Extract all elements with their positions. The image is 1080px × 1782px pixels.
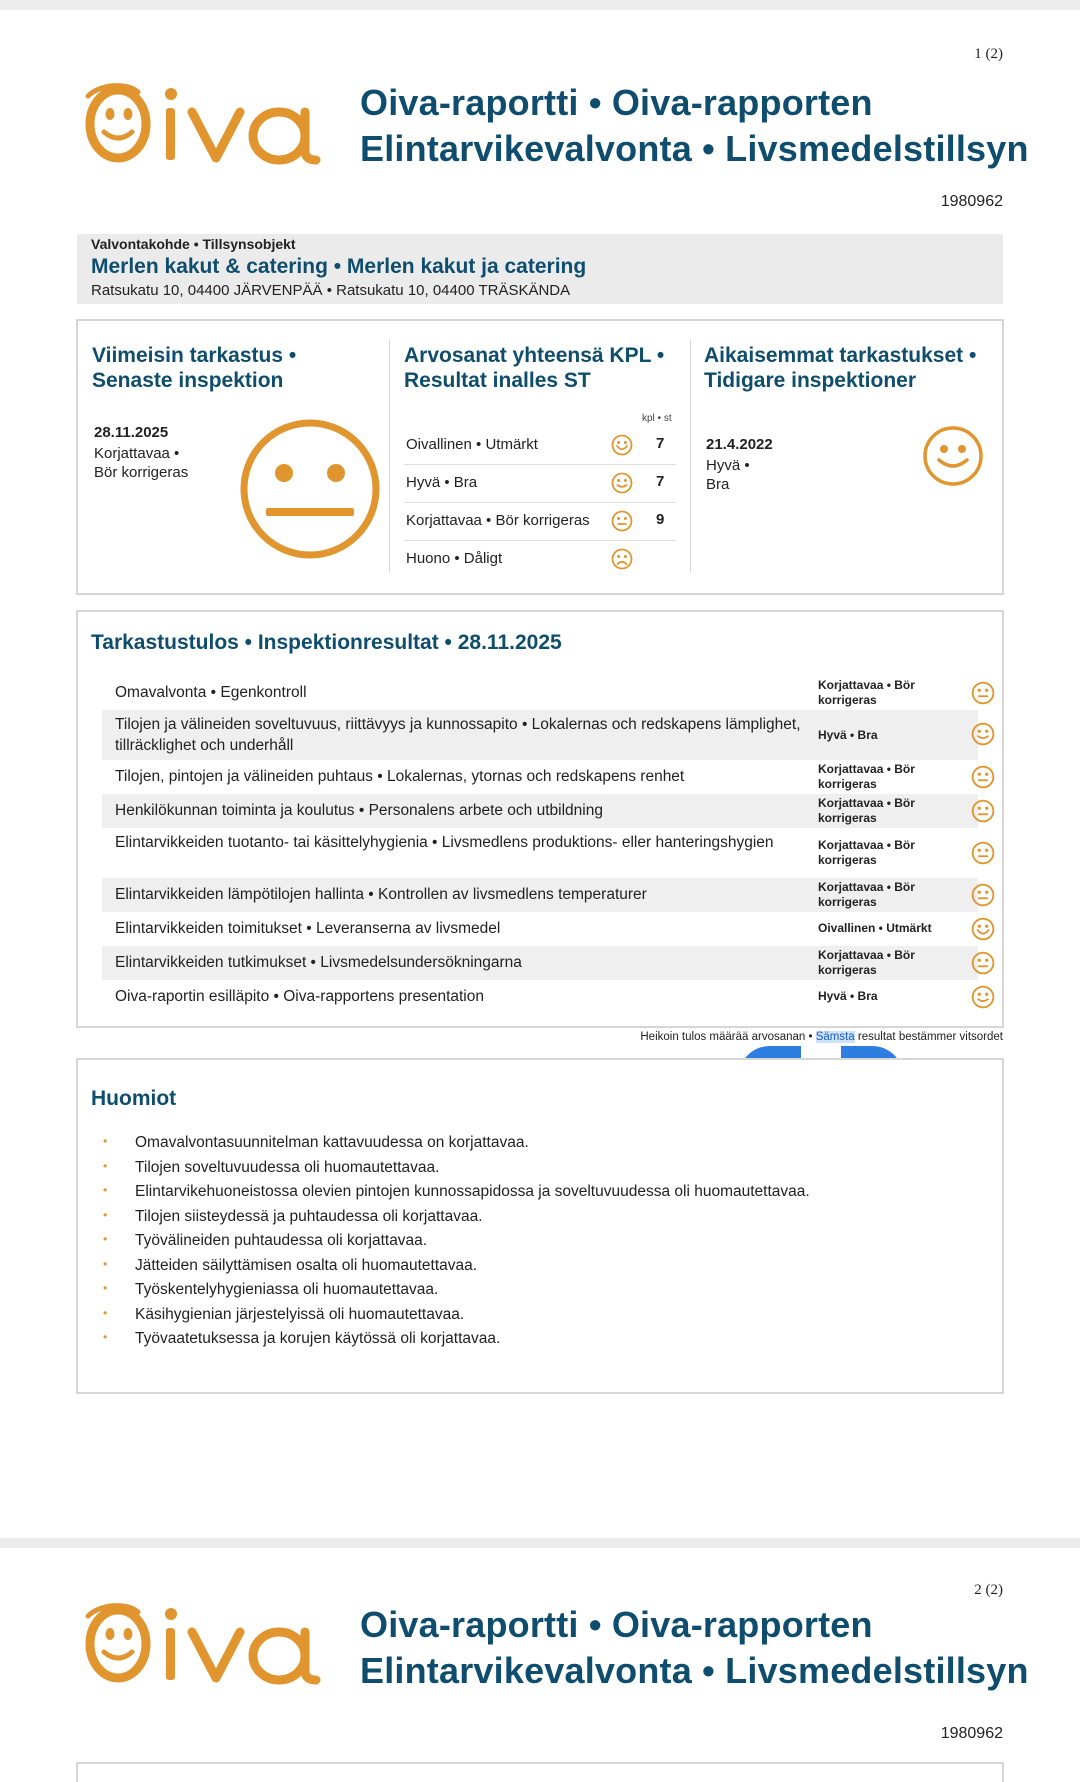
- latest-grade: Korjattavaa • Bör korrigeras: [94, 445, 189, 481]
- document-id: 1980962: [940, 193, 1003, 210]
- report-page-2: [0, 1548, 1080, 1782]
- totals-unit: kpl • st: [642, 413, 672, 424]
- neutral-face-icon: [971, 765, 995, 794]
- smile-face-icon: [971, 722, 995, 751]
- target-name: Merlen kakut & catering • Merlen kakut ja catering: [91, 255, 587, 278]
- column-divider: [389, 339, 390, 573]
- previous-date: 21.4.2022: [706, 436, 773, 453]
- totals-heading: Arvosanat yhteensä KPL • Resultat inalles ST: [404, 344, 665, 392]
- happy-face-icon: [971, 917, 995, 946]
- latest-inspection: [92, 321, 382, 591]
- column-divider: [690, 339, 691, 573]
- smile-face-icon: [922, 425, 984, 492]
- summary-box: [76, 319, 1004, 595]
- result-row: Omavalvonta • Egenkontroll Korjattavaa • Bör korrigeras: [102, 676, 978, 710]
- report-page-1: [0, 10, 1080, 1538]
- neutral-face-icon: [971, 883, 995, 912]
- grade-totals: [404, 321, 694, 591]
- result-row: Elintarvikkeiden tuotanto- tai käsittelyhygienia • Livsmedlens produktions- eller hanteringshygien Korjattavaa • Bör korrigeras: [102, 828, 978, 878]
- totals-row: Hyvä • Bra 7: [404, 464, 676, 503]
- result-row: Elintarvikkeiden toimitukset • Leveranserna av livsmedel Oivallinen • Utmärkt: [102, 912, 978, 946]
- result-row: Elintarvikkeiden lämpötilojen hallinta • Kontrollen av livsmedlens temperaturer Korjattavaa • Bör korrigeras: [102, 878, 978, 912]
- neutral-face-icon: [611, 510, 633, 537]
- report-title-line2: Elintarvikevalvonta • Livsmedelstillsyn: [360, 1650, 1029, 1691]
- totals-row: Huono • Dåligt: [404, 540, 676, 578]
- grading-footnote: Heikoin tulos määrää arvosanan • Sämsta resultat bestämmer vitsordet: [640, 1031, 1003, 1043]
- smile-face-icon: [971, 985, 995, 1014]
- results-heading: Tarkastustulos • Inspektionresultat • 28.11.2025: [91, 631, 562, 654]
- neutral-face-icon: [971, 799, 995, 828]
- page-number: 2 (2): [974, 1582, 1003, 1598]
- document-id: 1980962: [940, 1725, 1003, 1742]
- report-title-line2: Elintarvikevalvonta • Livsmedelstillsyn: [360, 128, 1029, 169]
- report-title: [360, 80, 1029, 172]
- result-row: Elintarvikkeiden tutkimukset • Livsmedelsundersökningarna Korjattavaa • Bör korrigeras: [102, 946, 978, 980]
- neutral-face-icon: [971, 841, 995, 870]
- inspection-target: [77, 234, 1003, 304]
- totals-row: Korjattavaa • Bör korrigeras 9: [404, 502, 676, 541]
- latest-heading: Viimeisin tarkastus • Senaste inspektion: [92, 344, 297, 392]
- previous-grade: Hyvä • Bra: [706, 457, 750, 493]
- neutral-face-icon: [971, 681, 995, 710]
- inspection-results: [76, 610, 1004, 1028]
- happy-face-icon: [611, 434, 633, 461]
- report-title-line1: Oiva-raportti • Oiva-rapporten: [360, 82, 873, 123]
- target-label: Valvontakohde • Tillsynsobjekt: [91, 236, 296, 252]
- neutral-face-icon: [238, 417, 382, 566]
- sad-face-icon: [611, 548, 633, 575]
- oiva-logo: [74, 1598, 334, 1695]
- totals-row: Oivallinen • Utmärkt 7: [404, 426, 676, 465]
- report-title-line1: Oiva-raportti • Oiva-rapporten: [360, 1604, 873, 1645]
- result-row: Oiva-raportin esilläpito • Oiva-rapportens presentation Hyvä • Bra: [102, 980, 978, 1014]
- smile-face-icon: [611, 472, 633, 499]
- result-row: Tilojen ja välineiden soveltuvuus, riittävyys ja kunnossapito • Lokalernas och redskapens lämplighet, tillräcklighet och underhåll Hyvä • Bra: [102, 710, 978, 760]
- remarks-box: Huomiot • Omavalvontasuunnitelman kattavuudessa on korjattavaa. • Tilojen soveltuvuudessa oli huomautettavaa. • Elintarvikehuoneistossa olevien pintojen kunnossapidossa ja soveltuvuudessa oli huomautettavaa. • Tilojen siisteydessä ja puhtaudessa oli korjattavaa. • Työvälineiden puhtaudessa oli korjattavaa. • Jätteiden säilyttämisen osalta oli huomautettavaa. • Työskentelyhygieniassa oli huomautettavaa. • Käsihygienian järjestelyissä oli huomautettavaa. • Työvaatetuksessa ja korujen käytössä oli korjattavaa.: [76, 1058, 1004, 1394]
- latest-date: 28.11.2025: [94, 424, 169, 441]
- target-address: Ratsukatu 10, 04400 JÄRVENPÄÄ • Ratsukatu 10, 04400 TRÄSKÄNDA: [91, 282, 571, 299]
- result-row: Tilojen, pintojen ja välineiden puhtaus • Lokalernas, ytornas och redskapens renhet Korjattavaa • Bör korrigeras: [102, 760, 978, 794]
- selected-text[interactable]: Sämsta: [815, 1031, 855, 1043]
- previous-inspections: [704, 321, 999, 591]
- result-row: Henkilökunnan toiminta ja koulutus • Personalens arbete och utbildning Korjattavaa • Bör korrigeras: [102, 794, 978, 828]
- page2-box-top: [76, 1762, 1004, 1782]
- oiva-logo: [74, 78, 334, 175]
- report-title: [360, 1602, 1029, 1694]
- page-number: 1 (2): [974, 46, 1003, 62]
- previous-heading: Aikaisemmat tarkastukset • Tidigare inspektioner: [704, 344, 977, 392]
- neutral-face-icon: [971, 951, 995, 980]
- remarks-heading: Huomiot: [91, 1087, 177, 1110]
